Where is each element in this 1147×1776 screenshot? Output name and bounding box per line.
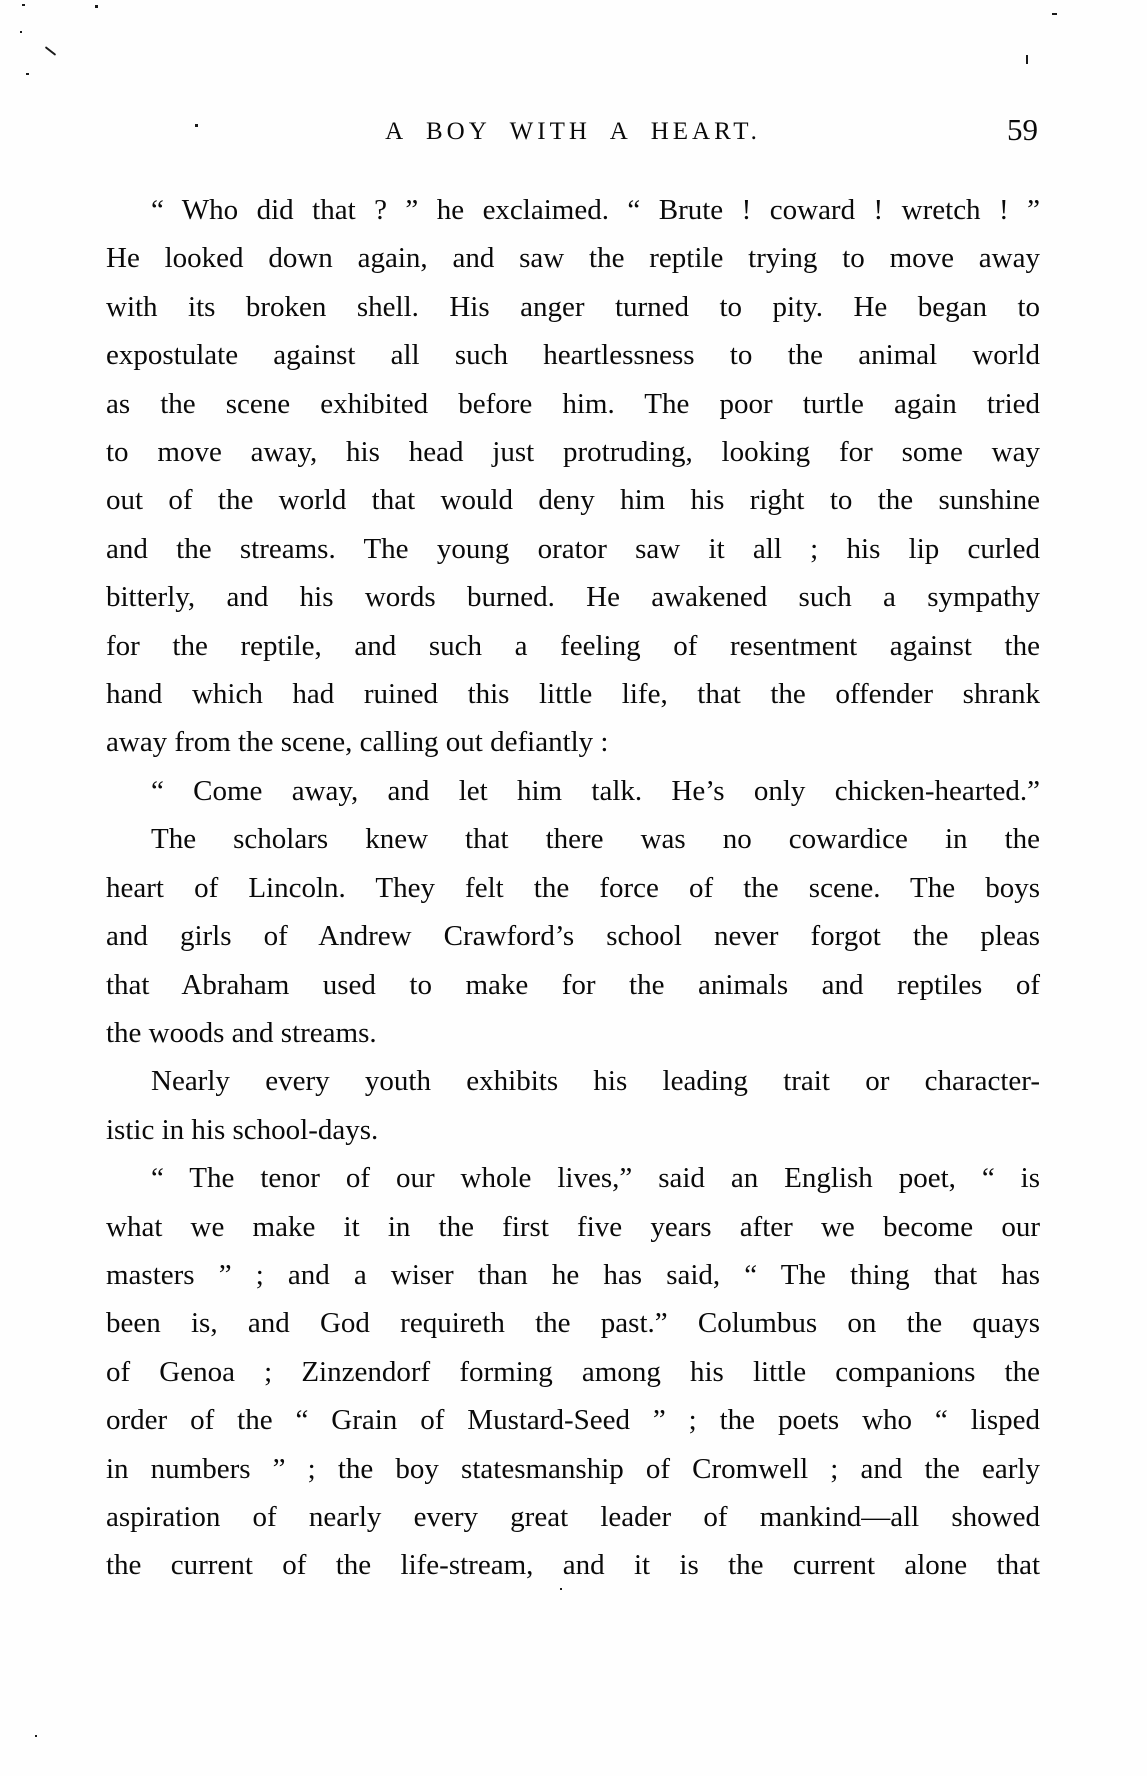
text-line: Nearly every youth exhibits his leading trait or character- bbox=[151, 1065, 1040, 1098]
text-line: the current of the life-stream, and it is the current alone that bbox=[106, 1549, 1040, 1582]
text-line: “ Who did that ? ” he exclaimed. “ Brute ! coward ! wretch ! ” bbox=[151, 194, 1040, 226]
text-line: the woods and streams. bbox=[106, 1016, 377, 1049]
scan-artifact bbox=[195, 124, 198, 127]
text-line: expostulate against all such heartlessness to the animal world bbox=[106, 339, 1040, 372]
paragraph bbox=[106, 815, 1040, 1057]
text-line: out of the world that would deny him his right to the sunshine bbox=[106, 484, 1040, 517]
text-line: istic in his school-days. bbox=[106, 1113, 379, 1146]
text-line: hand which had ruined this little life, that the offender shrank bbox=[106, 678, 1040, 711]
text-line: “ The tenor of our whole lives,” said an English poet, “ is bbox=[151, 1162, 1040, 1195]
text-line: and girls of Andrew Crawford’s school never forgot the pleas bbox=[106, 920, 1040, 953]
scan-artifact bbox=[20, 31, 22, 33]
text-line: away from the scene, calling out defiantly : bbox=[106, 726, 609, 759]
text-line: and the streams. The young orator saw it all ; his lip curled bbox=[106, 532, 1040, 565]
paragraph bbox=[106, 1154, 1040, 1590]
text-line: been is, and God requireth the past.” Columbus on the quays bbox=[106, 1307, 1040, 1340]
text-line: heart of Lincoln. They felt the force of the scene. The boys bbox=[106, 871, 1040, 904]
text-line: bitterly, and his words burned. He awakened such a sympathy bbox=[106, 581, 1040, 614]
text-line: for the reptile, and such a feeling of resentment against the bbox=[106, 629, 1040, 662]
text-line: aspiration of nearly every great leader of mankind—all showed bbox=[106, 1500, 1040, 1533]
scan-artifact bbox=[26, 73, 29, 75]
running-title: A BOY WITH A HEART. bbox=[385, 118, 761, 145]
page-number: 59 bbox=[1007, 112, 1038, 147]
page-header bbox=[106, 112, 1040, 158]
scan-artifact bbox=[35, 1735, 37, 1737]
text-line: as the scene exhibited before him. The poor turtle again tried bbox=[106, 387, 1040, 420]
text-line: masters ” ; and a wiser than he has said, “ The thing that has bbox=[106, 1258, 1040, 1291]
text-line: to move away, his head just protruding, looking for some way bbox=[106, 436, 1040, 469]
paragraph bbox=[106, 1057, 1040, 1154]
scan-artifact bbox=[560, 1588, 562, 1590]
paragraph bbox=[106, 767, 1040, 815]
text-line: order of the “ Grain of Mustard-Seed ” ; the poets who “ lisped bbox=[106, 1404, 1040, 1437]
text-line: with its broken shell. His anger turned to pity. He began to bbox=[106, 290, 1040, 323]
text-line: The scholars knew that there was no cowardice in the bbox=[151, 823, 1040, 856]
text-line: of Genoa ; Zinzendorf forming among his little companions the bbox=[106, 1355, 1040, 1388]
text-line: in numbers ” ; the boy statesmanship of Cromwell ; and the early bbox=[106, 1452, 1040, 1485]
scan-artifact bbox=[45, 46, 56, 56]
paragraph bbox=[106, 186, 1040, 767]
text-line: He looked down again, and saw the reptile trying to move away bbox=[106, 242, 1040, 275]
text-line: “ Come away, and let him talk. He’s only chicken-hearted.” bbox=[151, 774, 1040, 807]
scan-artifact bbox=[1052, 13, 1057, 15]
scan-artifact bbox=[95, 5, 98, 8]
scan-artifact bbox=[22, 4, 25, 6]
text-line: that Abraham used to make for the animals and reptiles of bbox=[106, 968, 1040, 1001]
body-text bbox=[106, 186, 1040, 1590]
text-line: what we make it in the first five years after we become our bbox=[106, 1210, 1040, 1243]
scan-artifact bbox=[1026, 55, 1028, 64]
